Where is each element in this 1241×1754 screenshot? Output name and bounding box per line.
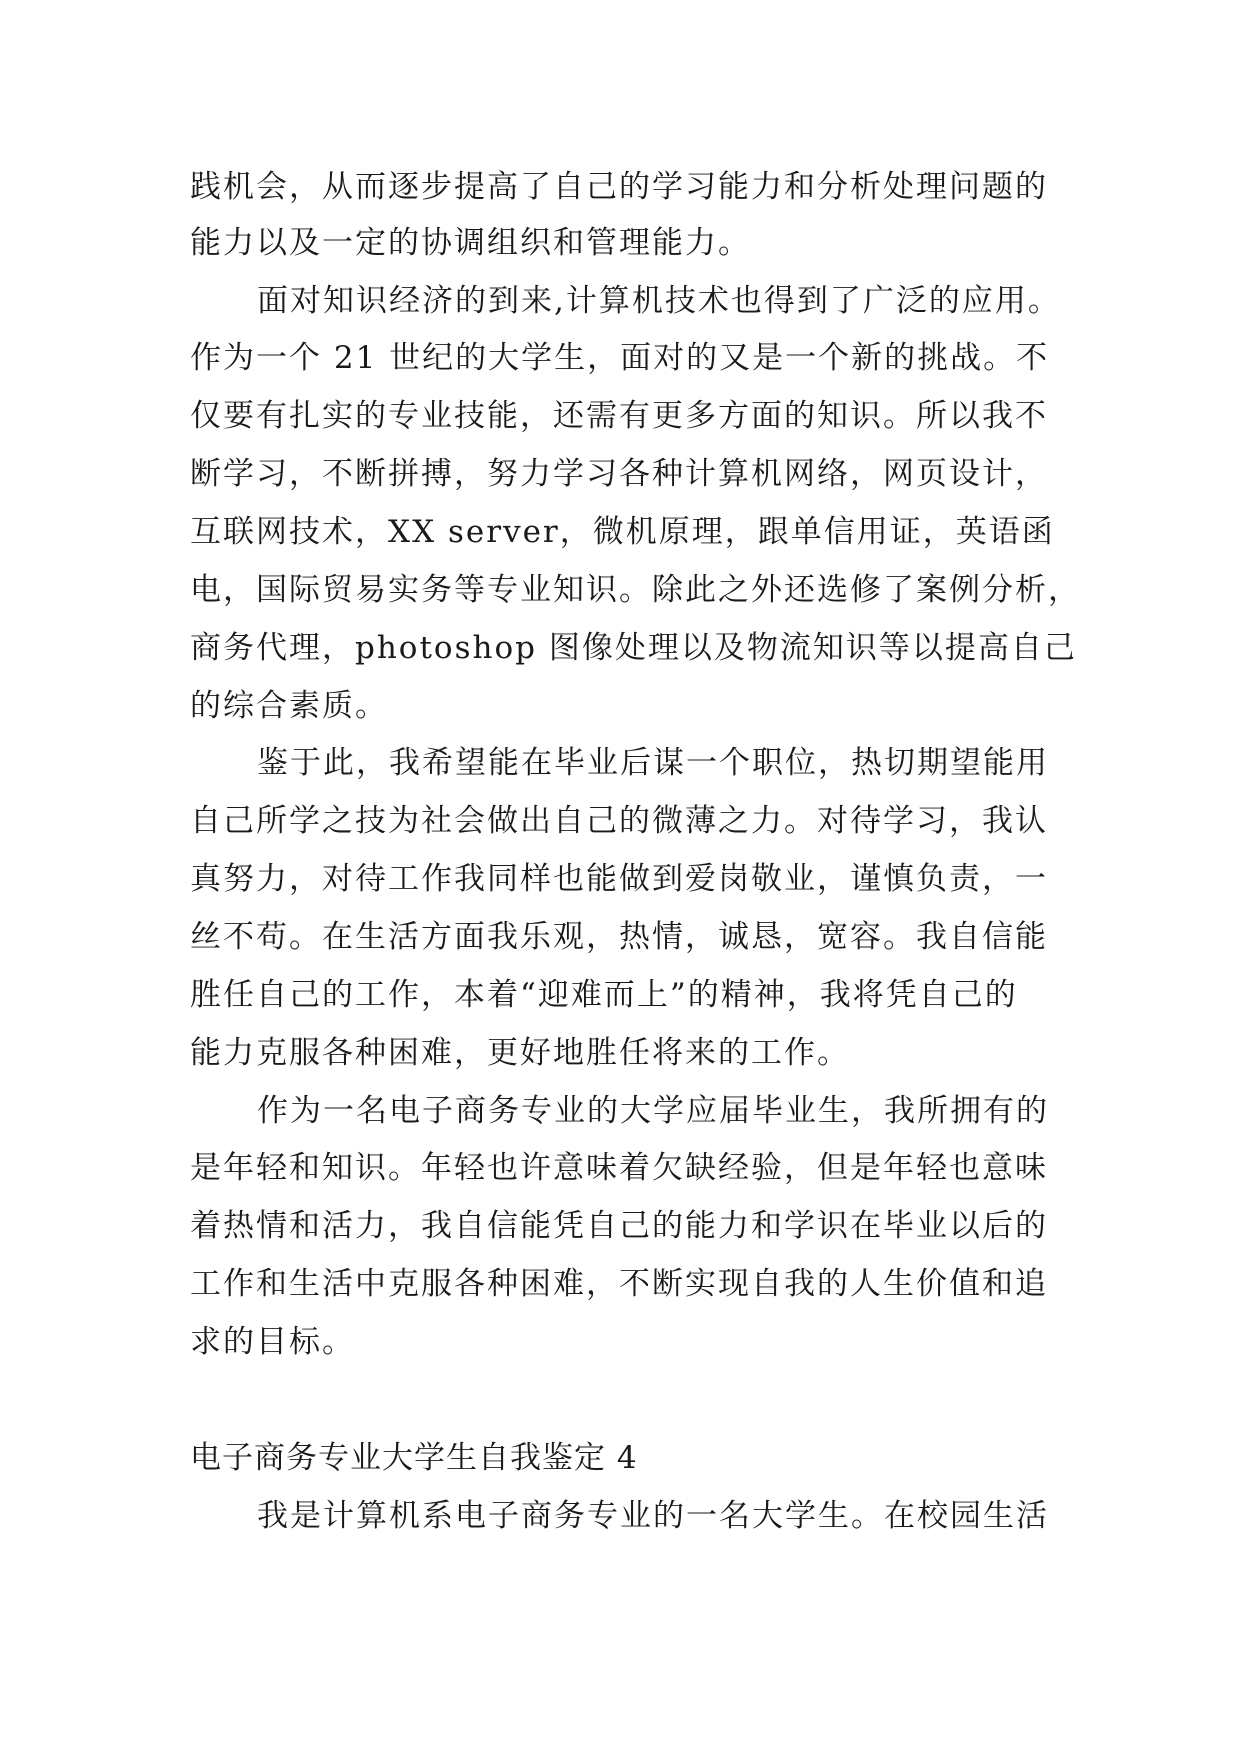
text-line: 能力以及一定的协调组织和管理能力。: [190, 225, 751, 261]
text-line: 仅要有扎实的专业技能，还需有更多方面的知识。所以我不: [190, 398, 1048, 434]
text-line: 电，国际贸易实务等专业知识。除此之外还选修了案例分析，: [190, 572, 1081, 608]
text-line: 断学习，不断拼搏，努力学习各种计算机网络，网页设计，: [190, 456, 1048, 492]
text-line: 着热情和活力，我自信能凭自己的能力和学识在毕业以后的: [190, 1208, 1048, 1244]
text-line: 践机会，从而逐步提高了自己的学习能力和分析处理问题的: [190, 169, 1048, 205]
text-line: 是年轻和知识。年轻也许意味着欠缺经验，但是年轻也意味: [190, 1150, 1048, 1186]
text-line: 工作和生活中克服各种困难，不断实现自我的人生价值和追: [190, 1266, 1048, 1302]
text-line: 互联网技术，XX server，微机原理，跟单信用证，英语函: [190, 514, 1055, 550]
paragraph-first-line: 作为一名电子商务专业的大学应届毕业生，我所拥有的: [257, 1093, 1049, 1129]
paragraph-first-line: 面对知识经济的到来,计算机技术也得到了广泛的应用。: [257, 283, 1061, 319]
text-line: 作为一个 21 世纪的大学生，面对的又是一个新的挑战。不: [190, 340, 1050, 376]
paragraph-first-line: 鉴于此，我希望能在毕业后谋一个职位，热切期望能用: [257, 745, 1049, 781]
paragraph-first-line: 我是计算机系电子商务专业的一名大学生。在校园生活: [257, 1498, 1049, 1534]
text-line: 真努力，对待工作我同样也能做到爱岗敬业，谨慎负责，一: [190, 861, 1048, 897]
text-line: 胜任自己的工作，本着“迎难而上”的精神，我将凭自己的: [190, 977, 1018, 1013]
text-line: 的综合素质。: [190, 688, 388, 724]
text-line: 求的目标。: [190, 1324, 355, 1360]
text-line: 自己所学之技为社会做出自己的微薄之力。对待学习，我认: [190, 803, 1048, 839]
section-heading: 电子商务专业大学生自我鉴定 4: [190, 1440, 638, 1476]
text-line: 丝不苟。在生活方面我乐观，热情，诚恳，宽容。我自信能: [190, 919, 1048, 955]
text-line: 商务代理，photoshop 图像处理以及物流知识等以提高自己: [190, 630, 1077, 666]
text-line: 能力克服各种困难，更好地胜任将来的工作。: [190, 1035, 850, 1071]
